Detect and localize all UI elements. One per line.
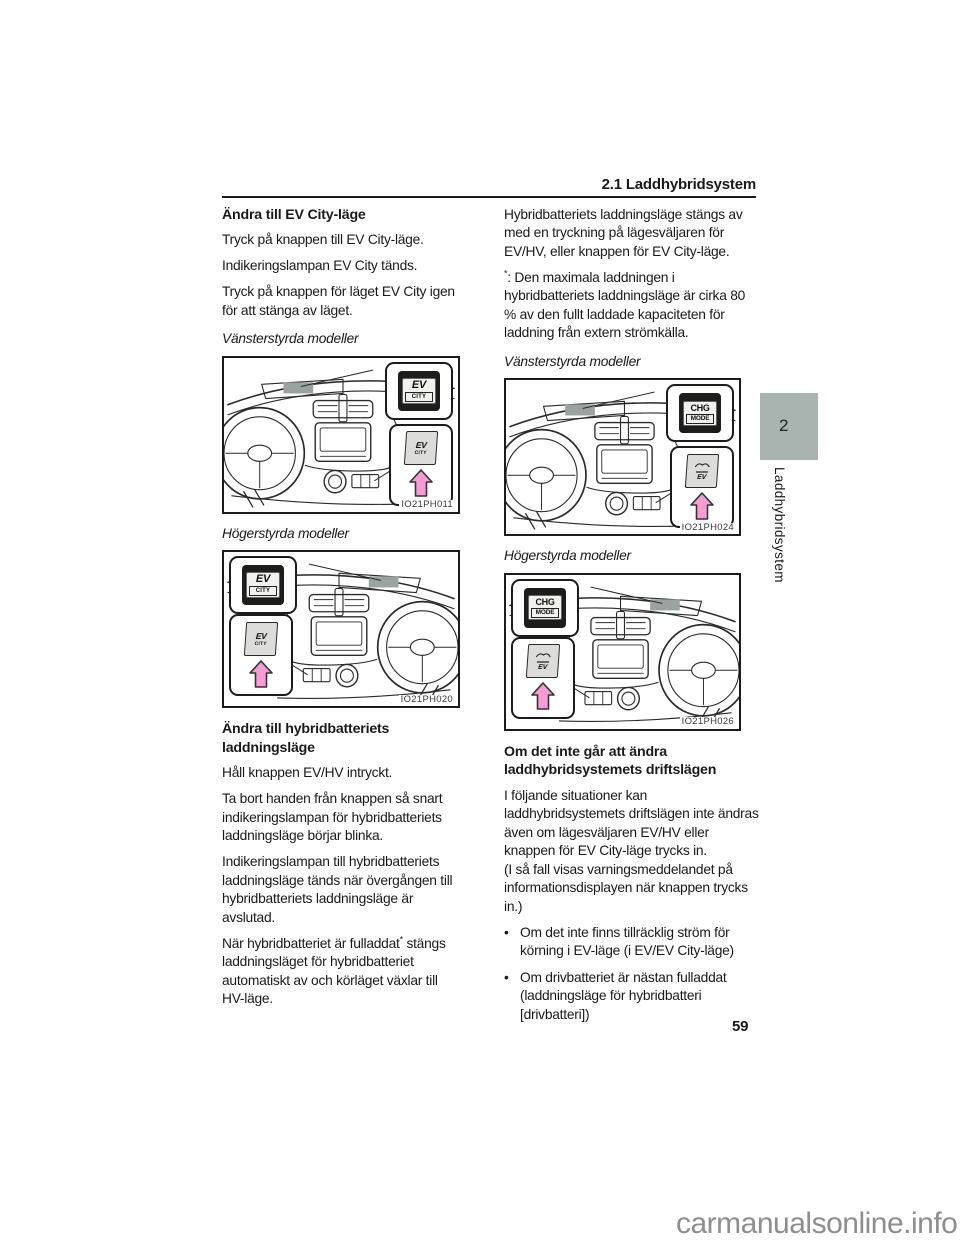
footnote-marker: *	[504, 268, 508, 279]
press-arrow-icon	[408, 468, 434, 498]
variant-label-rhd: Högerstyrda modeller	[504, 548, 631, 564]
footnote-paragraph: *: Den maximala laddningen i hybridbatteriets laddningsläge är cirka 80 % av den fullt laddade kapaciteten för laddning från extern strömkälla.	[504, 268, 746, 341]
figure-ev-city-lhd	[222, 356, 460, 514]
figure-ev-city-rhd	[222, 550, 460, 708]
paragraph: Håll knappen EV/HV intryckt.	[222, 765, 393, 781]
paragraph: Ta bort handen från knappen så snart indikeringslampan för hybridbatteriets laddningsläge börjar blinka.	[222, 791, 443, 844]
figure-code: IO21PH026	[681, 716, 734, 728]
chapter-tab-label: Laddhybridsystem	[772, 467, 788, 583]
chg-mode-button-callout	[670, 446, 734, 528]
variant-label-lhd: Vänsterstyrda modeller	[504, 353, 641, 369]
variant-label-lhd: Vänsterstyrda modeller	[222, 331, 359, 347]
figure-code: IO21PH020	[400, 693, 453, 705]
press-arrow-icon	[689, 491, 715, 521]
heading-cannot-change: Om det inte går att ändra laddhybridsystemets driftslägen	[504, 743, 717, 779]
paragraph: I följande situationer kan laddhybridsystemets driftslägen inte ändras även om lägesväljaren EV/HV eller knappen för EV City-läge trycks in.	[504, 787, 759, 859]
paragraph: Tryck på knappen för läget EV City igen för att stänga av läget.	[222, 284, 455, 318]
chg-mode-indicator-callout	[666, 384, 734, 442]
variant-label-rhd: Högerstyrda modeller	[222, 525, 349, 541]
left-column	[222, 206, 462, 1016]
ev-city-button: EV CITY	[244, 622, 278, 656]
figure-chg-mode-lhd	[504, 378, 741, 536]
header-rule	[222, 196, 756, 198]
paragraph: När hybridbatteriet är fulladdat* stängs laddningsläget för hybridbatteriet automatiskt av och körläget växlar till HV-läge.	[222, 934, 446, 1007]
chg-mode-button-callout	[511, 637, 575, 719]
paragraph: Tryck på knappen till EV City-läge.	[222, 232, 424, 248]
bullet-marker: •	[504, 969, 509, 985]
paragraph: Indikeringslampan EV City tänds.	[222, 258, 418, 274]
page-number: 59	[732, 1018, 749, 1035]
chapter-number-badge: 2	[760, 393, 818, 460]
ev-charge-icon: EV	[533, 651, 552, 671]
chg-mode-indicator-callout	[511, 579, 579, 637]
ev-charge-icon: EV	[692, 461, 711, 481]
heading-ev-city: Ändra till EV City-läge	[222, 207, 366, 223]
ev-city-button: EV CITY	[404, 431, 438, 465]
paragraph: Hybridbatteriets laddningsläge stängs av med en tryckning på lägesväljaren för EV/HV, eller knappen för EV City-läge.	[504, 207, 743, 259]
right-column	[504, 206, 760, 1032]
list-item: • Om drivbatteriet är nästan fulladdat (laddningsläge för hybridbatteri [drivbatteri])	[504, 969, 760, 1024]
press-arrow-icon	[248, 659, 274, 689]
press-arrow-icon	[530, 681, 556, 711]
ev-city-indicator-callout	[385, 362, 453, 420]
bullet-marker: •	[504, 924, 509, 940]
chg-mode-indicator-icon: CHG MODE	[524, 588, 566, 628]
figure-code: IO21PH011	[401, 499, 453, 511]
chg-mode-button	[526, 644, 560, 678]
list-item: • Om det inte finns tillräcklig ström för körning i EV-läge (i EV/EV City-läge)	[504, 924, 760, 961]
ev-city-indicator-icon: EV CITY	[242, 565, 284, 605]
chg-mode-button	[685, 454, 719, 488]
figure-chg-mode-rhd	[504, 573, 741, 731]
chg-mode-indicator-icon: CHG MODE	[679, 393, 721, 433]
heading-charge-mode: Ändra till hybridbatteriets laddningsläge	[222, 721, 390, 756]
ev-city-button-callout	[389, 424, 453, 506]
footnote-marker: *	[399, 934, 403, 945]
ev-city-indicator-icon: EV CITY	[398, 371, 440, 411]
figure-code: IO21PH024	[681, 521, 734, 533]
paragraph: Indikeringslampan till hybridbatteriets laddningsläge tänds när övergången till hybridbatteriets laddningsläge är avslutad.	[222, 854, 453, 925]
paragraph: (I så fall visas varningsmeddelandet på informationsdisplayen när knappen trycks in.)	[504, 861, 748, 914]
watermark: carmanualsonline.info	[676, 1207, 958, 1240]
section-header: 2.1 Laddhybridsystem	[601, 176, 756, 193]
ev-city-indicator-callout	[229, 556, 297, 614]
ev-city-button-callout	[229, 614, 293, 696]
